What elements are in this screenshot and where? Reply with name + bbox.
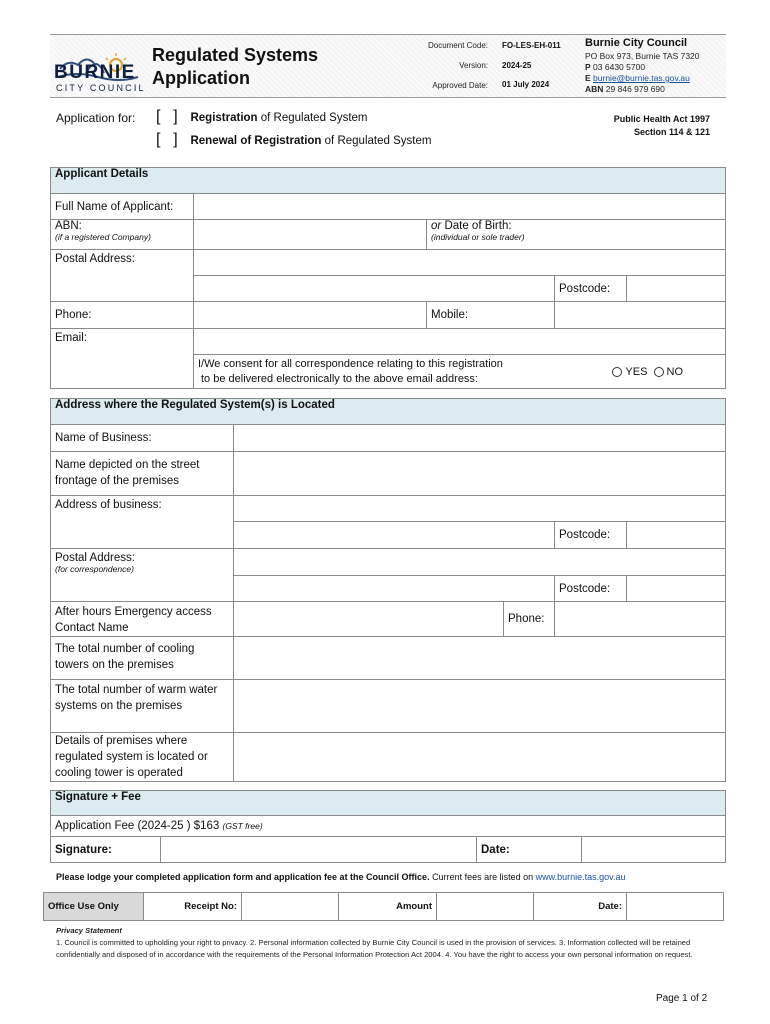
renewal-option[interactable]: [ ] Renewal of Registration of Regulated System [156, 131, 432, 148]
lodge-note: Please lodge your completed application form and application fee at the Council Office. Current fees are listed on www.burnie.tas.gov.au [56, 872, 626, 882]
street-name-label: Name depicted on the street frontage of the premises [51, 452, 234, 496]
no-label: NO [666, 365, 684, 378]
postal-field-2[interactable] [194, 276, 555, 302]
website-link[interactable]: www.burnie.tas.gov.au [535, 872, 626, 882]
postcode-label: Postcode: [555, 276, 627, 302]
privacy-title: Privacy Statement [56, 926, 122, 935]
email-link[interactable]: burnie@burnie.tas.gov.au [593, 73, 690, 83]
consent-line-2: to be delivered electronically to the above email address: [201, 372, 478, 385]
cooling-label: The total number of cooling towers on the premises [51, 637, 234, 680]
abn-label: ABN: (if a registered Company) [51, 220, 194, 250]
page-number: Page 1 of 2 [656, 993, 708, 1004]
signature-label: Signature: [51, 837, 161, 863]
email-field[interactable] [194, 329, 726, 355]
full-name-label: Full Name of Applicant: [51, 194, 194, 220]
street-name-field[interactable] [234, 452, 726, 496]
yes-label: YES [625, 365, 648, 378]
yes-radio[interactable] [612, 367, 622, 377]
mobile-label: Mobile: [427, 302, 555, 329]
postal-field-1[interactable] [234, 549, 726, 576]
location-heading: Address where the Regulated System(s) is Located [51, 399, 726, 425]
amount-field[interactable] [437, 893, 534, 921]
dob-field[interactable]: or Date of Birth: (individual or sole trader) [427, 220, 726, 250]
privacy-text: 1. Council is committed to upholding your right to privacy. 2. Personal information collected by Burnie City Council is used in the provision of services. 3. Information collected will be retained confidentially and disposed of in accordance with the requirements of the Personal Information Protection Act 2004. 4. You have the right to access your own personal information on request. [56, 938, 693, 959]
doc-code-label: Document Code: [427, 41, 488, 50]
business-name-field[interactable] [234, 425, 726, 452]
page-title [152, 44, 318, 90]
postcode-2-label: Postcode: [555, 576, 627, 602]
checkbox-open: [ [156, 108, 161, 125]
business-name-label: Name of Business: [51, 425, 234, 452]
registration-option[interactable]: [ ] Registration of Regulated System [156, 108, 368, 125]
postcode-field[interactable] [627, 522, 726, 549]
premises-details-label: Details of premises where regulated system is located or cooling tower is operated [51, 733, 234, 782]
mobile-field[interactable] [555, 302, 726, 329]
consent-row [194, 355, 726, 389]
checkbox-open: [ [156, 131, 161, 148]
date-field[interactable] [582, 837, 726, 863]
postal-field-2[interactable] [234, 576, 555, 602]
office-use-label: Office Use Only [44, 893, 144, 921]
council-abn: ABN 29 846 979 690 [585, 84, 665, 94]
abn-field[interactable] [194, 220, 427, 250]
applicant-heading: Applicant Details [51, 168, 726, 194]
postcode-field[interactable] [627, 276, 726, 302]
postcode-2-field[interactable] [627, 576, 726, 602]
warm-water-label: The total number of warm water systems on the premises [51, 680, 234, 733]
title-line-2: Application [152, 68, 250, 88]
warm-water-field[interactable] [234, 680, 726, 733]
signature-heading: Signature + Fee [51, 791, 726, 816]
office-date-label: Date: [534, 893, 627, 921]
application-for-label: Application for: [56, 111, 136, 125]
after-hours-field[interactable] [234, 602, 504, 637]
no-radio[interactable] [654, 367, 664, 377]
postal-label: Postal Address: (for correspondence) [51, 549, 234, 602]
business-address-label: Address of business: [51, 496, 234, 549]
logo-sub: CITY COUNCIL [56, 83, 146, 93]
receipt-field[interactable] [242, 893, 339, 921]
council-name: Burnie City Council [585, 37, 688, 49]
application-fee: Application Fee (2024-25 ) $163 (GST free) [51, 816, 726, 837]
public-health-act: Public Health Act 1997 Section 114 & 121 [613, 114, 710, 137]
receipt-label: Receipt No: [144, 893, 242, 921]
after-hours-phone-label: Phone: [504, 602, 555, 637]
postal-field-1[interactable] [194, 250, 726, 276]
postcode-label: Postcode: [555, 522, 627, 549]
signature-table [50, 790, 726, 863]
title-line-1: Regulated Systems [152, 45, 319, 65]
business-address-field-2[interactable] [234, 522, 555, 549]
council-email: E burnie@burnie.tas.gov.au [585, 73, 690, 83]
doc-code: FO-LES-EH-011 [502, 41, 561, 50]
location-table [50, 398, 726, 782]
privacy-statement [56, 925, 716, 961]
premises-details-field[interactable] [234, 733, 726, 782]
office-use-table [43, 892, 724, 921]
amount-label: Amount [339, 893, 437, 921]
cooling-field[interactable] [234, 637, 726, 680]
checkbox-close: ] [173, 108, 178, 125]
date-label: Date: [477, 837, 582, 863]
logo-word: BURNIE [54, 62, 136, 83]
phone-field[interactable] [194, 302, 427, 329]
phone-label: Phone: [51, 302, 194, 329]
email-label: Email: [51, 329, 194, 389]
council-phone: P 03 6430 5700 [585, 62, 646, 72]
approved-date: 01 July 2024 [502, 80, 550, 89]
version: 2024-25 [502, 61, 532, 70]
full-name-field[interactable] [194, 194, 726, 220]
office-date-field[interactable] [627, 893, 724, 921]
version-label: Version: [459, 61, 488, 70]
council-address: PO Box 973, Burnie TAS 7320 [585, 51, 700, 61]
business-address-field-1[interactable] [234, 496, 726, 522]
checkbox-close: ] [173, 131, 178, 148]
after-hours-label: After hours Emergency access Contact Name [51, 602, 234, 637]
applicant-table [50, 167, 726, 389]
consent-line-1: I/We consent for all correspondence relating to this registration [198, 357, 503, 370]
after-hours-phone-field[interactable] [555, 602, 726, 637]
approved-label: Approved Date: [432, 81, 488, 90]
signature-field[interactable] [161, 837, 477, 863]
postal-label: Postal Address: [51, 250, 194, 302]
